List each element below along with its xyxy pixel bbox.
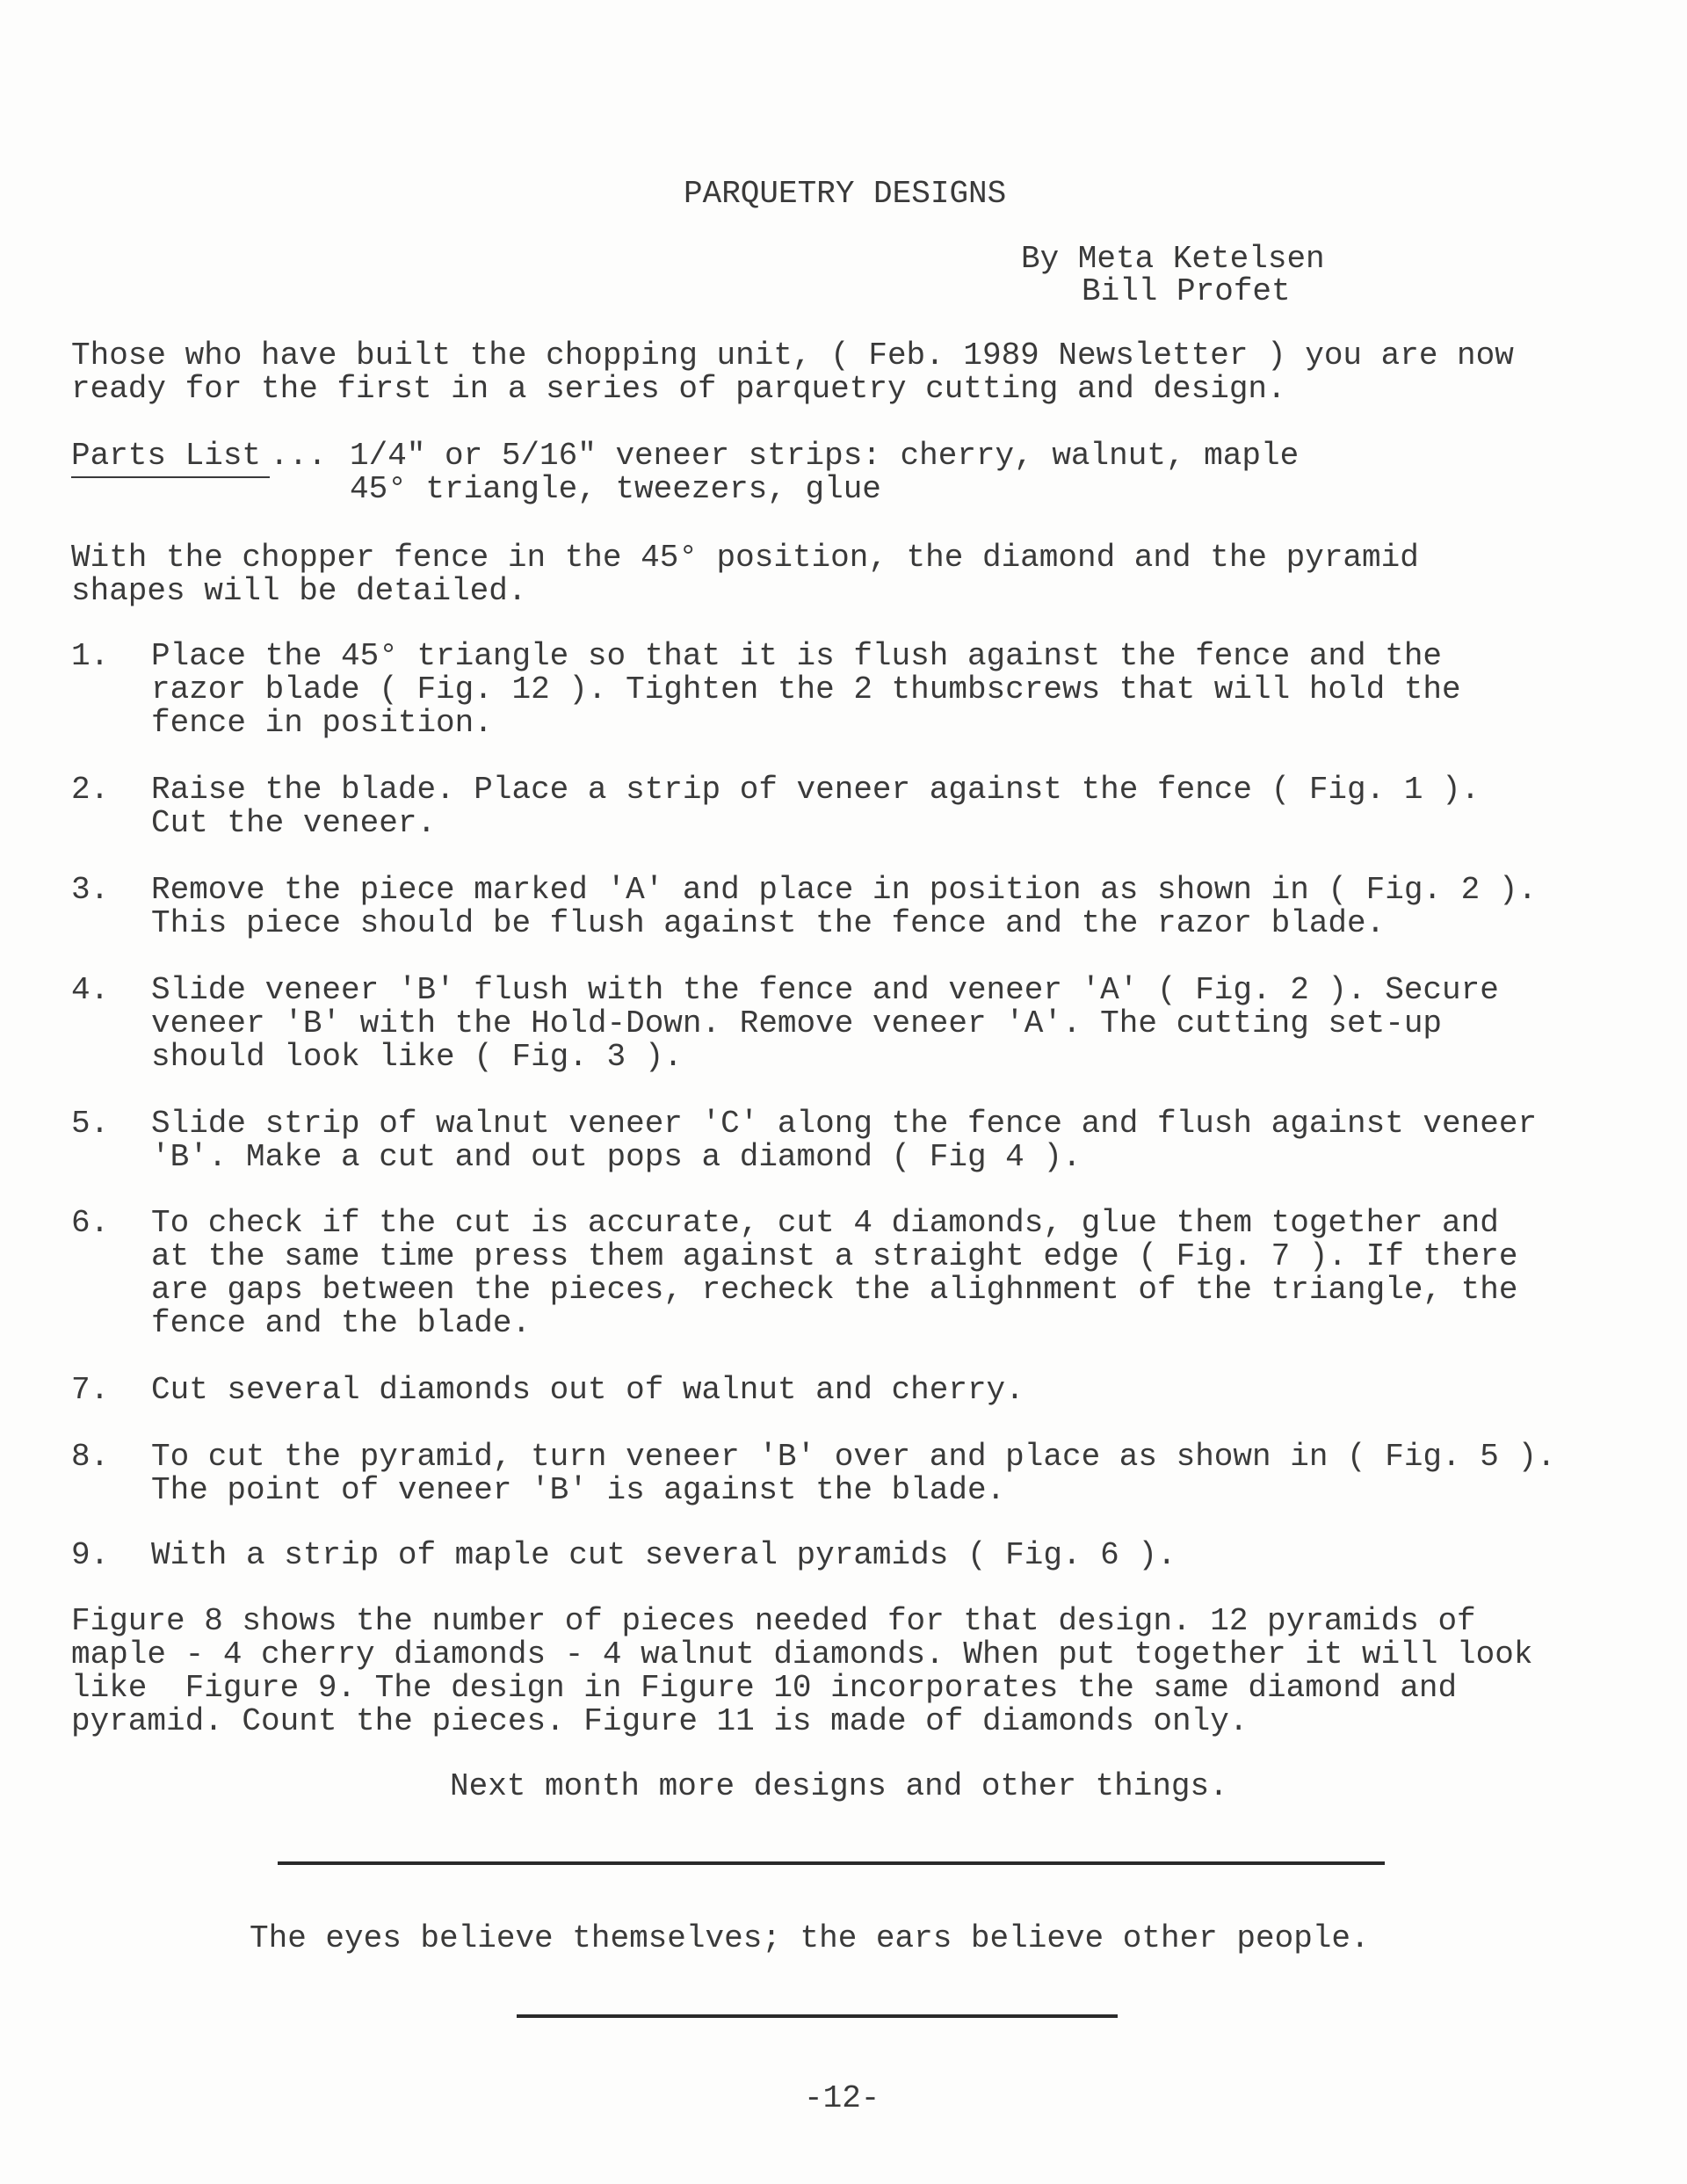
divider-top <box>278 1861 1385 1865</box>
step-line: Slide veneer 'B' flush with the fence and veneer 'A' ( Fig. 2 ). Secure <box>151 972 1499 1008</box>
page-number: -12- <box>804 2080 880 2116</box>
figures-line: pyramid. Count the pieces. Figure 11 is made of diamonds only. <box>71 1703 1249 1739</box>
step-line: To check if the cut is accurate, cut 4 diamonds, glue them together and <box>151 1205 1499 1241</box>
parts-list-line: 1/4" or 5/16" veneer strips: cherry, walnut, maple <box>350 438 1300 474</box>
step-line: Remove the piece marked 'A' and place in position as shown in ( Fig. 2 ). <box>151 872 1538 908</box>
step-line: Place the 45° triangle so that it is flush against the fence and the <box>151 638 1443 674</box>
step-line: should look like ( Fig. 3 ). <box>151 1039 683 1075</box>
step-line: fence in position. <box>151 705 493 741</box>
step-number: 9. <box>71 1537 110 1573</box>
parts-list-label: Parts List <box>71 438 262 474</box>
step-number: 3. <box>71 872 110 908</box>
step-line: Slide strip of walnut veneer 'C' along the fence and flush against veneer <box>151 1106 1538 1142</box>
parts-list-underline <box>71 476 270 478</box>
setup-line: shapes will be detailed. <box>71 573 527 609</box>
figures-line: maple - 4 cherry diamonds - 4 walnut diamonds. When put together it will look <box>71 1636 1533 1672</box>
figures-paragraph <box>71 1605 1635 1738</box>
parts-list-line: 45° triangle, tweezers, glue <box>350 471 881 507</box>
step-line: Raise the blade. Place a strip of veneer against the fence ( Fig. 1 ). <box>151 772 1481 808</box>
step-number: 8. <box>71 1439 110 1475</box>
step-line: fence and the blade. <box>151 1305 532 1341</box>
author-line-2: Bill Profet <box>1082 273 1291 309</box>
step-line: 'B'. Make a cut and out pops a diamond ( Fig 4 ). <box>151 1139 1082 1175</box>
quote-line: The eyes believe themselves; the ears believe other people. <box>250 1920 1370 1956</box>
step-line: To cut the pyramid, turn veneer 'B' over and place as shown in ( Fig. 5 ). <box>151 1439 1556 1475</box>
step-number: 2. <box>71 772 110 808</box>
step-number: 5. <box>71 1106 110 1142</box>
figures-line: like Figure 9. The design in Figure 10 incorporates the same diamond and <box>71 1670 1458 1706</box>
step-line: This piece should be flush against the fence and the razor blade. <box>151 905 1386 941</box>
divider-bottom <box>517 2014 1118 2018</box>
step-number: 4. <box>71 972 110 1008</box>
step-number: 1. <box>71 638 110 674</box>
document-title: PARQUETRY DESIGNS <box>684 176 1007 212</box>
step-number: 7. <box>71 1372 110 1408</box>
step-line: veneer 'B' with the Hold-Down. Remove veneer 'A'. The cutting set-up <box>151 1005 1443 1041</box>
step-line: With a strip of maple cut several pyramids ( Fig. 6 ). <box>151 1537 1177 1573</box>
step-line: razor blade ( Fig. 12 ). Tighten the 2 thumbscrews that will hold the <box>151 671 1461 707</box>
parts-list-dots: ... <box>270 438 327 474</box>
step-line: at the same time press them against a straight edge ( Fig. 7 ). If there <box>151 1238 1518 1274</box>
intro-paragraph <box>71 339 1635 406</box>
closing-line: Next month more designs and other things. <box>450 1768 1228 1804</box>
step-line: Cut several diamonds out of walnut and cherry. <box>151 1372 1025 1408</box>
intro-line: ready for the first in a series of parquetry cutting and design. <box>71 371 1286 407</box>
step-line: are gaps between the pieces, recheck the alighnment of the triangle, the <box>151 1272 1518 1308</box>
step-line: The point of veneer 'B' is against the blade. <box>151 1472 1006 1508</box>
author-line-1: By Meta Ketelsen <box>1021 241 1325 277</box>
step-line: Cut the veneer. <box>151 805 437 841</box>
setup-paragraph <box>71 541 1635 608</box>
figures-line: Figure 8 shows the number of pieces needed for that design. 12 pyramids of <box>71 1603 1476 1639</box>
step-number: 6. <box>71 1205 110 1241</box>
setup-line: With the chopper fence in the 45° position, the diamond and the pyramid <box>71 540 1419 576</box>
intro-line: Those who have built the chopping unit, ( Feb. 1989 Newsletter ) you are now <box>71 337 1514 374</box>
